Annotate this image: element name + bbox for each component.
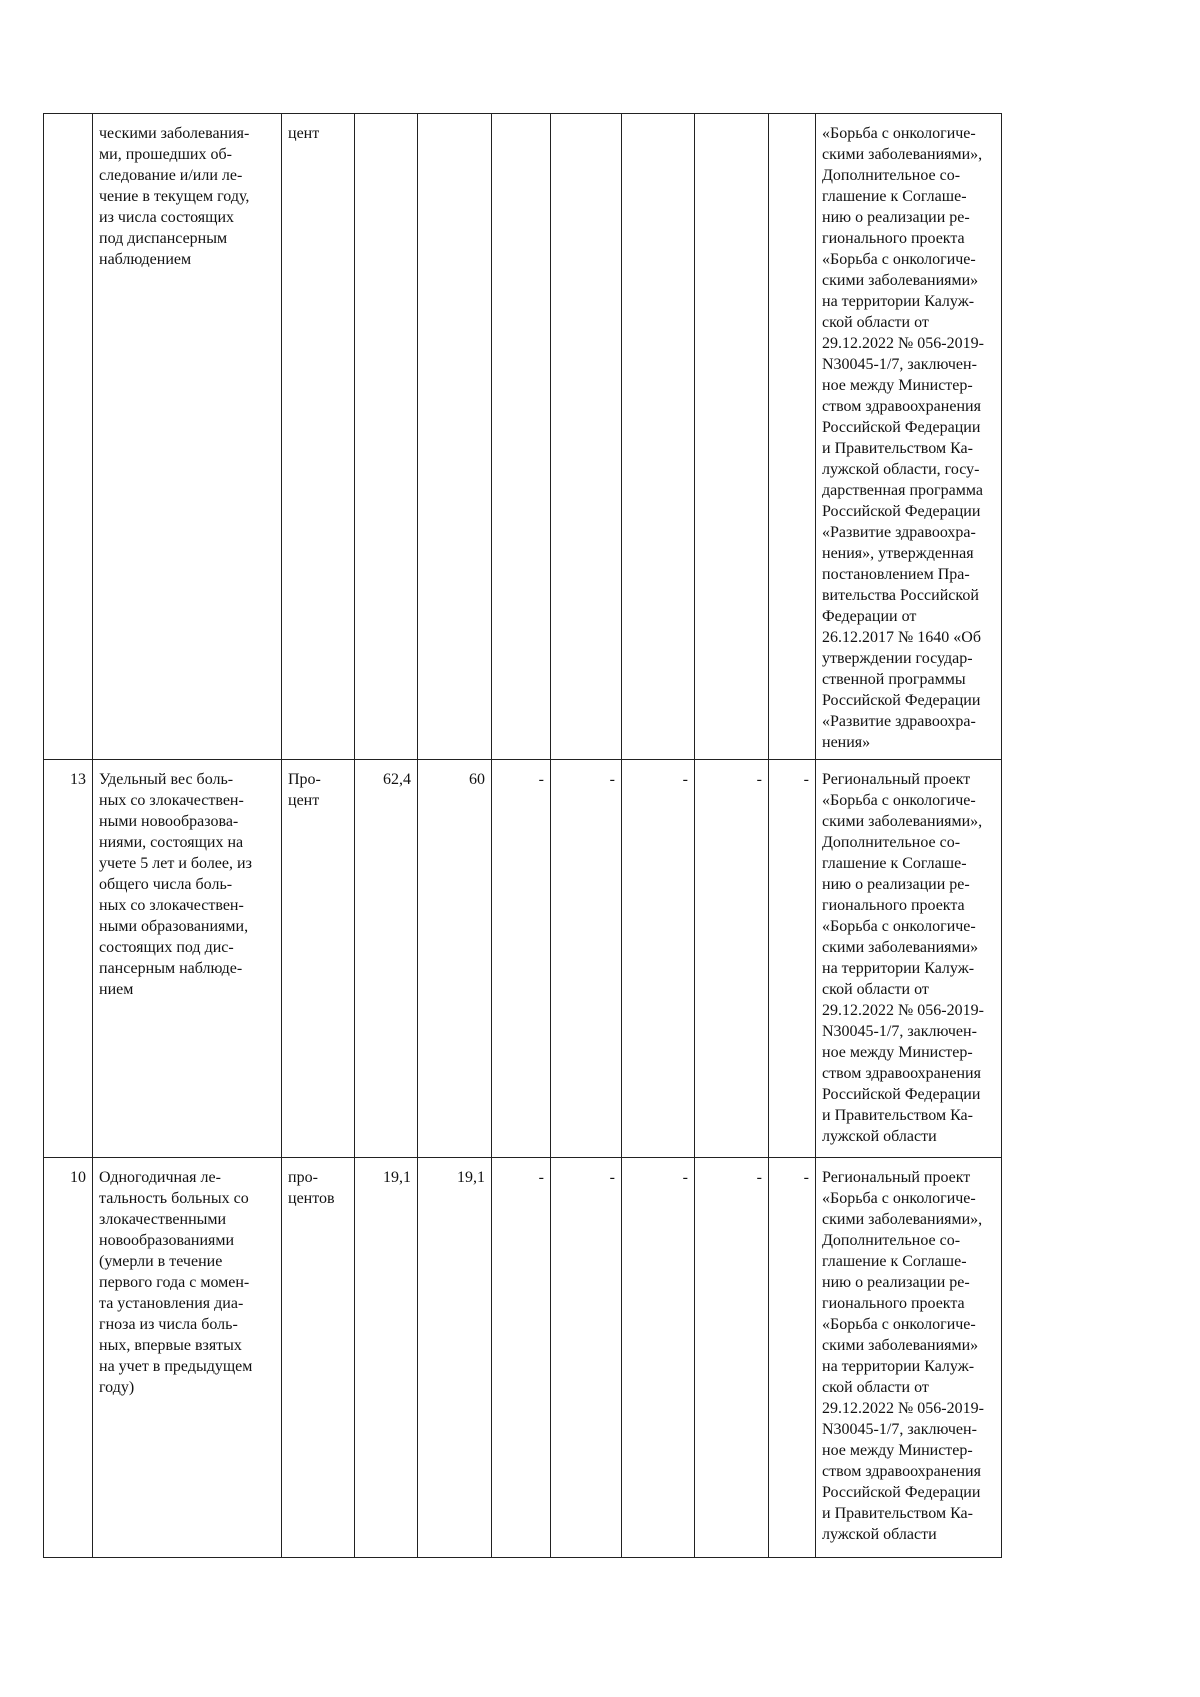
value-7: -: [769, 760, 816, 1158]
value-2: [418, 114, 492, 760]
value-6: [695, 114, 769, 760]
value-3: -: [492, 760, 551, 1158]
table-row: [44, 114, 1002, 760]
value-1: 19,1: [355, 1158, 418, 1558]
table-row: [44, 760, 1002, 1158]
row-number: [44, 114, 93, 760]
unit-of-measure: про- центов: [282, 1158, 355, 1558]
value-6: -: [695, 1158, 769, 1558]
value-2: 60: [418, 760, 492, 1158]
unit-of-measure: цент: [282, 114, 355, 760]
value-5: [622, 114, 695, 760]
value-2: 19,1: [418, 1158, 492, 1558]
indicator-name: ческими заболевания- ми, прошедших об- следование и/или ле- чение в текущем году, из числа состоящих под диспансерным наблюдением: [93, 114, 282, 760]
unit-of-measure: Про- цент: [282, 760, 355, 1158]
indicators-table: [43, 113, 1002, 1558]
value-7: -: [769, 1158, 816, 1558]
row-number: 13: [44, 760, 93, 1158]
indicator-name: Одногодичная ле- тальность больных со злокачественными новообразованиями (умерли в течение первого года с момен- та установления диа- гноза из числа боль- ных, впервые взятых на учет в предыдущем году): [93, 1158, 282, 1558]
indicator-name: Удельный вес боль- ных со злокачествен- ными новообразова- ниями, состоящих на учете 5 лет и более, из общего числа боль- ных со злокачествен- ными образованиями, состоящих под дис- пансерным наблюде- нием: [93, 760, 282, 1158]
value-3: [492, 114, 551, 760]
table-row: [44, 1158, 1002, 1558]
source-document: «Борьба с онкологиче- скими заболеваниями», Дополнительное со- глашение к Соглаше- нию о реализации ре- гионального проекта «Борьба с онкологиче- скими заболеваниями» на территории Калуж- ской области от 29.12.2022 № 056-2019- N30045-1/7, заключен- ное между Министер- ством здравоохранения Российской Федерации и Правительством Ка- лужской области, госу- дарственная программа Российской Федерации «Развитие здравоохра- нения», утвержденная постановлением Пра- вительства Российской Федерации от 26.12.2017 № 1640 «Об утверждении государ- ственной программы Российской Федерации «Развитие здравоохра- нения»: [816, 114, 1002, 760]
value-4: -: [551, 760, 622, 1158]
value-7: [769, 114, 816, 760]
value-6: -: [695, 760, 769, 1158]
source-document: Региональный проект «Борьба с онкологиче- скими заболеваниями», Дополнительное со- глашение к Соглаше- нию о реализации ре- гионального проекта «Борьба с онкологиче- скими заболеваниями» на территории Калуж- ской области от 29.12.2022 № 056-2019- N30045-1/7, заключен- ное между Министер- ством здравоохранения Российской Федерации и Правительством Ка- лужской области: [816, 760, 1002, 1158]
row-number: 10: [44, 1158, 93, 1558]
value-5: -: [622, 1158, 695, 1558]
value-1: 62,4: [355, 760, 418, 1158]
value-4: -: [551, 1158, 622, 1558]
source-document: Региональный проект «Борьба с онкологиче- скими заболеваниями», Дополнительное со- глашение к Соглаше- нию о реализации ре- гионального проекта «Борьба с онкологиче- скими заболеваниями» на территории Калуж- ской области от 29.12.2022 № 056-2019- N30045-1/7, заключен- ное между Министер- ством здравоохранения Российской Федерации и Правительством Ка- лужской области: [816, 1158, 1002, 1558]
value-5: -: [622, 760, 695, 1158]
value-4: [551, 114, 622, 760]
value-1: [355, 114, 418, 760]
value-3: -: [492, 1158, 551, 1558]
